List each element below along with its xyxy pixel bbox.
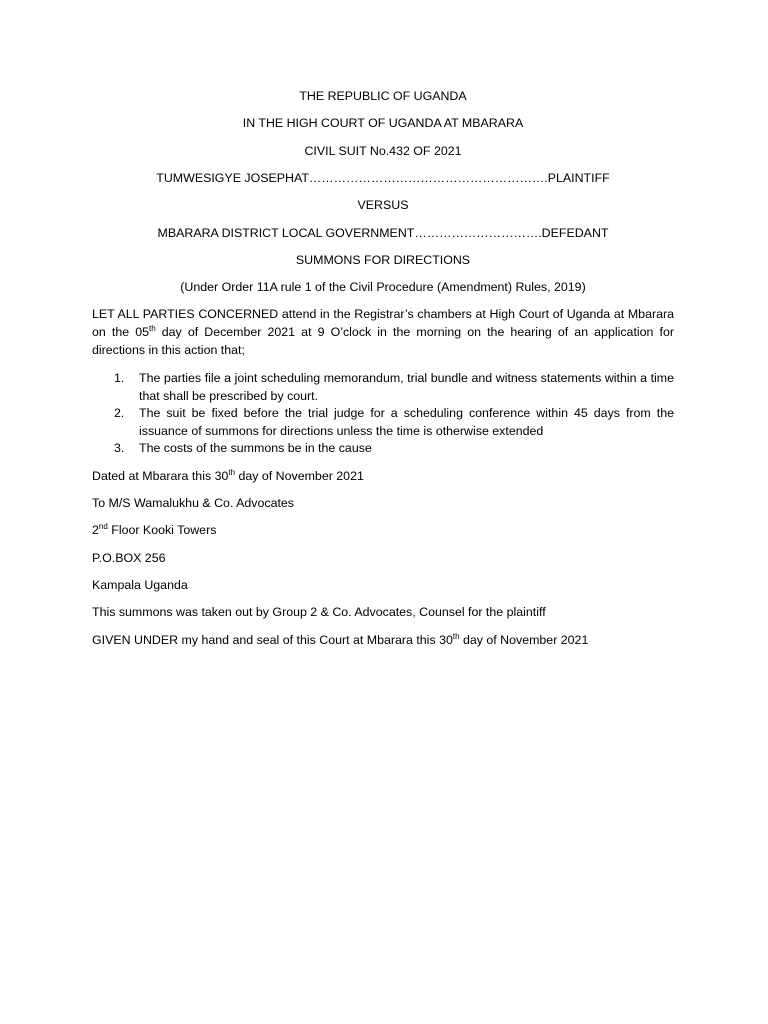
- list-item-number: 2.: [114, 406, 125, 420]
- suit-number: CIVIL SUIT No.432 OF 2021: [304, 144, 462, 158]
- list-item: The costs of the summons be in the cause: [139, 441, 372, 455]
- dated-superscript: th: [228, 467, 236, 477]
- floor-text-a: 2: [92, 523, 99, 537]
- intro-paragraph: [92, 305, 674, 359]
- given-text-a: GIVEN UNDER my hand and seal of this Court at Mbarara this 30: [92, 633, 453, 647]
- floor-line: [92, 522, 674, 538]
- defendant-line: MBARARA DISTRICT LOCAL GOVERNMENT………………………….DEFEDANT: [157, 226, 609, 240]
- city-line: Kampala Uganda: [92, 578, 188, 592]
- given-under-line: [92, 632, 674, 648]
- dated-text-b: day of November 2021: [235, 469, 364, 483]
- plaintiff-line: TUMWESIGYE JOSEPHAT………………………………………………….PLAINTIFF: [156, 171, 610, 185]
- floor-text-b: Floor Kooki Towers: [107, 523, 217, 537]
- floor-superscript: nd: [98, 521, 108, 531]
- given-text-b: day of November 2021: [459, 633, 589, 647]
- intro-superscript: th: [148, 323, 156, 333]
- intro-text-a: LET ALL PARTIES CONCERNED attend in the Registrar’s chambers at High Court of Uganda at Mbarara on the 05: [92, 307, 674, 339]
- list-item-number: 1.: [114, 371, 125, 385]
- list-item: The parties file a joint scheduling memorandum, trial bundle and witness statements within a time that shall be prescribed by court.: [139, 371, 674, 403]
- given-superscript: th: [452, 631, 460, 641]
- dated-line: [92, 468, 674, 484]
- addressee-line: To M/S Wamalukhu & Co. Advocates: [92, 496, 295, 510]
- versus-line: VERSUS: [357, 198, 409, 212]
- republic-heading: THE REPUBLIC OF UGANDA: [299, 89, 467, 103]
- taken-out-line: This summons was taken out by Group 2 & Co. Advocates, Counsel for the plaintiff: [92, 605, 546, 619]
- pobox-line: P.O.BOX 256: [92, 551, 166, 565]
- list-item: The suit be fixed before the trial judge for a scheduling conference within 45 days from the issuance of summons for directions unless the time is otherwise extended: [139, 406, 674, 438]
- intro-text-b: day of December 2021 at 9 O’clock in the morning on the hearing of an application for directions in this action that;: [92, 325, 674, 357]
- under-order-line: (Under Order 11A rule 1 of the Civil Procedure (Amendment) Rules, 2019): [180, 280, 586, 294]
- dated-text-a: Dated at Mbarara this 30: [92, 469, 229, 483]
- court-heading: IN THE HIGH COURT OF UGANDA AT MBARARA: [242, 116, 524, 130]
- list-item-number: 3.: [114, 441, 125, 455]
- document-title: SUMMONS FOR DIRECTIONS: [295, 253, 471, 267]
